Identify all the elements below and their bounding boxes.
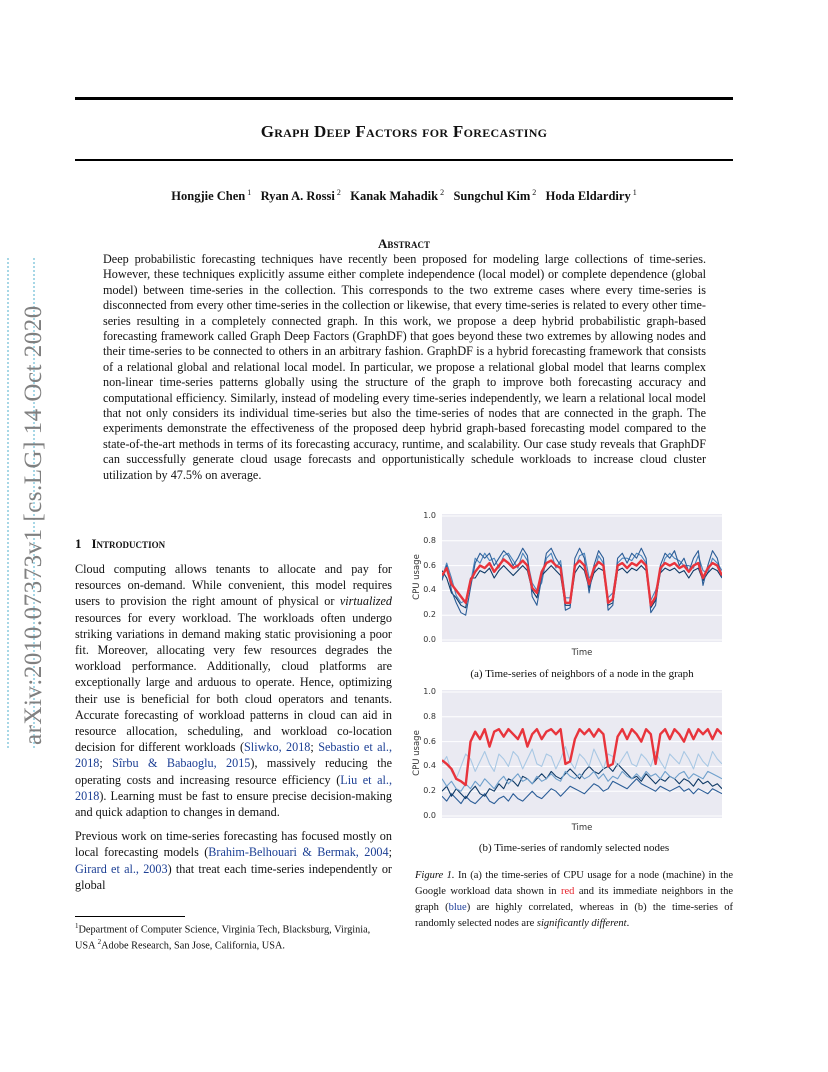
author-name: Sungchul Kim: [453, 189, 531, 204]
text-run: ;: [310, 740, 319, 755]
y-tick-label: 0.2: [423, 610, 436, 620]
affiliation-footnote: [75, 920, 392, 953]
y-tick-label: 0.8: [423, 535, 436, 545]
y-tick-label: 0.6: [423, 736, 436, 746]
section-title: Introduction: [91, 536, 166, 551]
y-tick-label: 0.0: [423, 635, 436, 644]
text-run: .: [626, 918, 630, 929]
abstract-heading: Abstract: [378, 236, 430, 251]
series-line: [442, 566, 722, 608]
abstract-text: Deep probabilistic forecasting techniques have recently been proposed for modeling large collections of time-series. However, these techniques explicitly assume either complete independence (local model) or complete dependence (global model) between time-series in the collection. This corresponds to the two extreme cases where every time-series is disconnected from every other time-series in the collection or likewise, that every time-series is related to every other time-series resulting in a completely connected graph. In this work, we propose a deep hybrid probabilistic graph-based forecasting framework called Graph Deep Factors (GraphDF) that goes beyond these two extremes by allowing nodes and their time-series to be connected to others in an arbitrary fashion. GraphDF is a hybrid forecasting framework that consists of a relational global and relational local model. In particular, we propose a relational global model that learns complex non-linear time-series patterns globally using the structure of the graph to improve both forecasting accuracy and computational efficiency. Similarly, instead of modeling every time-series independently, we learn a relational local model that not only considers its individual time-series but also the time-series of nodes that are connected in the graph. The experiments demonstrate the effectiveness of the proposed deep hybrid graph-based forecasting model compared to the state-of-the-art methods in terms of its forecasting accuracy, runtime, and scalability. Our case study reveals that GraphDF can successfully generate cloud usage forecasts and opportunistically schedule workloads to increase cloud cluster utilization by 47.5% on average.: [103, 252, 706, 482]
chart-b-svg: [442, 690, 722, 818]
author-name: Kanak Mahadik: [350, 189, 439, 204]
xlabel-a: Time: [571, 648, 593, 658]
citation-link[interactable]: Sîrbu & Babaoglu, 2015: [112, 756, 251, 771]
title-rule: [75, 159, 733, 161]
text-run: red: [560, 886, 575, 897]
text-run: resources for every workload. The workloads often undergo striking variations in demand making static provisioning a poor fit. Moreover, allocating very few resources degrades the workload performance. Additionally, cloud platforms are exceptionally large and arduous to operate. Hence, optimizing their use is beneficial for both cloud operators and tenants. Accurate forecasting of workload patterns in cloud can aid in resource allocation, scheduling, and workload co-location decision for different workloads (: [75, 610, 392, 755]
text-run: ), massively reducing the operating costs and increasing resource efficiency (: [75, 756, 392, 787]
text-run: ) that treat each time-series independently or global: [75, 861, 392, 892]
y-tick-label: 0.4: [423, 761, 436, 771]
section-heading: [75, 536, 175, 552]
text-run: blue: [448, 902, 467, 913]
author-affiliation-mark: 2: [530, 188, 537, 197]
text-run: Department of Computer Science, Virginia Tech, Blacksburg, Virginia, USA: [75, 924, 371, 952]
citation-link[interactable]: Sliwko, 2018: [244, 740, 311, 755]
plot-area-a: [442, 514, 722, 642]
figure-caption: [415, 868, 733, 932]
author-list: [75, 188, 733, 204]
text-run: Cloud computing allows tenants to allocate and pay for resources on-demand. While convenient, this model requires users to provision the right amount of physical or: [75, 562, 392, 609]
series-line: [442, 764, 722, 799]
chart-a-svg: [442, 514, 722, 642]
ylabel-b: CPU usage: [412, 730, 422, 776]
introduction-body: [75, 561, 392, 901]
y-tick-label: 0.8: [423, 711, 436, 721]
intro-paragraph-1: [75, 561, 392, 820]
text-run: Adobe Research, San Jose, California, USA.: [101, 940, 285, 952]
text-run: Figure 1.: [415, 870, 455, 881]
author-affiliation-mark: 2: [334, 188, 341, 197]
intro-paragraph-2: [75, 828, 392, 893]
xlabel-b: Time: [571, 823, 593, 833]
author-name: Hoda Eldardiry: [545, 189, 631, 204]
author-name: Hongjie Chen: [171, 189, 246, 204]
text-run: virtualized: [339, 594, 392, 609]
y-tick-label: 0.2: [423, 786, 436, 796]
author-affiliation-mark: 1: [630, 188, 637, 197]
citation-link[interactable]: Girard et al., 2003: [75, 861, 168, 876]
citation-link[interactable]: Liu et al., 2018: [75, 772, 392, 803]
text-run: In (a) the time-series of CPU usage for a node (machine) in the Google workload data shown in: [415, 870, 733, 897]
y-tick-label: 1.0: [423, 511, 436, 520]
author-name: Ryan A. Rossi: [260, 189, 335, 204]
plot-area-b: [442, 690, 722, 818]
top-rule: [75, 97, 733, 100]
citation-link[interactable]: Brahim-Belhouari & Bermak, 2004: [208, 845, 389, 860]
paper-title: Graph Deep Factors for Forecasting: [260, 122, 548, 141]
text-run: and its immediate neighbors in the graph (: [415, 886, 733, 913]
text-run: Previous work on time-series forecasting has focused mostly on local forecasting models (: [75, 829, 392, 860]
text-run: ;: [99, 756, 113, 771]
caption-b: (b) Time-series of randomly selected nodes: [478, 842, 670, 854]
y-tick-label: 0.6: [423, 560, 436, 570]
text-run: significantly different: [536, 918, 627, 929]
author-affiliation-mark: 1: [245, 188, 252, 197]
arxiv-stamp: arXiv:2010.07373v1 [cs.LG] 14 Oct 2020: [20, 305, 47, 745]
ylabel-a: CPU usage: [412, 554, 422, 600]
text-run: ). Learning must be fast to ensure precise decision-making and quick adaption to changes in demand.: [75, 788, 392, 820]
series-line-target-node: [442, 559, 722, 605]
caption-a: (a) Time-series of neighbors of a node in the graph: [470, 668, 694, 680]
text-run: ) are highly correlated, whereas in (b) the time-series of randomly selected nodes are: [415, 902, 733, 929]
author-affiliation-mark: 2: [438, 188, 445, 197]
section-number: 1: [75, 536, 82, 551]
y-tick-label: 0.4: [423, 585, 436, 595]
text-run: 2: [97, 938, 102, 947]
y-tick-label: 0.0: [423, 811, 436, 820]
text-run: 1: [75, 922, 79, 930]
series-line: [442, 553, 722, 603]
series-line: [442, 548, 722, 615]
footnote-rule: [75, 916, 185, 917]
y-tick-label: 1.0: [423, 687, 436, 696]
citation-link[interactable]: Sebastio et al., 2018: [75, 740, 392, 771]
text-run: ;: [388, 845, 392, 860]
